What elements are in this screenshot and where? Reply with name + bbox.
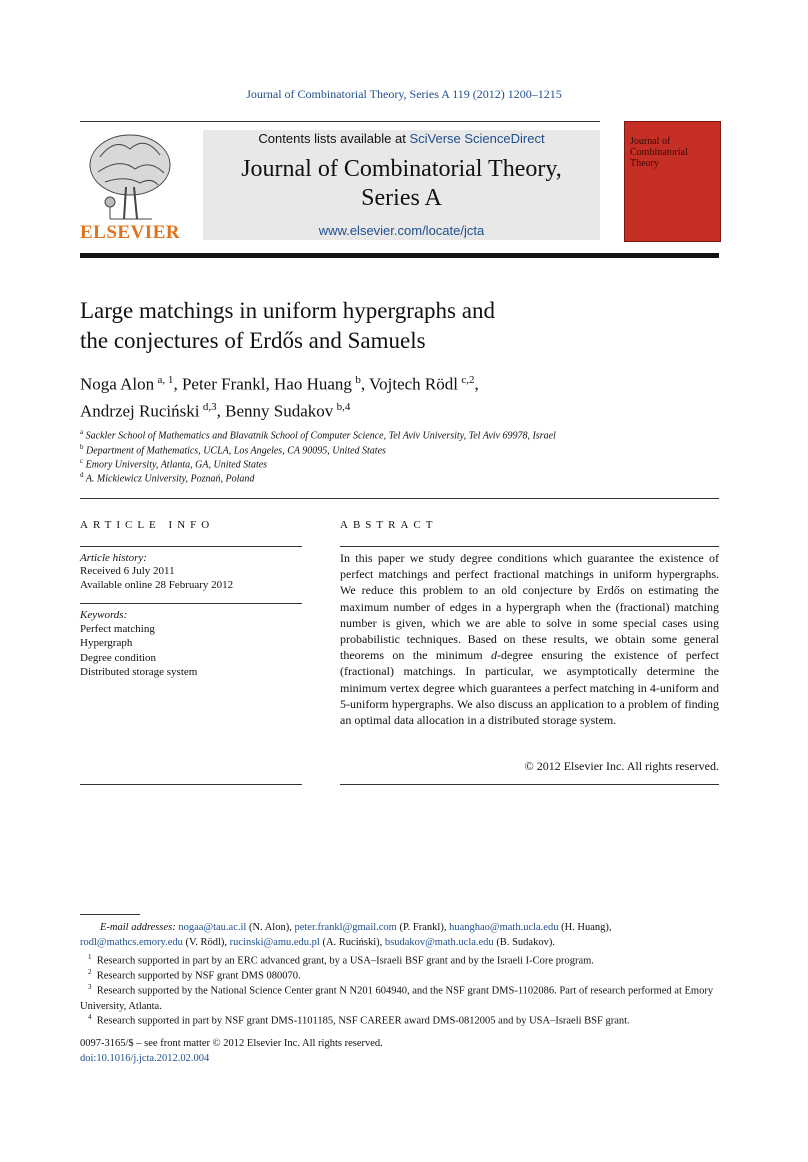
keyword: Hypergraph: [80, 637, 133, 649]
abstract-italic-d: d: [491, 648, 497, 663]
affiliation-c: [80, 457, 267, 470]
article-info-heading: ARTICLE INFO: [80, 519, 215, 531]
keywords-label: Keywords:: [80, 609, 128, 621]
header-top-rule: [80, 121, 600, 122]
email-footnote: [80, 920, 720, 950]
footnote-mark: 3: [88, 983, 92, 991]
affiliation-mark: b: [80, 443, 84, 451]
author-separator: ,: [360, 374, 370, 394]
footnote-4: [80, 1010, 720, 1029]
email-link[interactable]: rodl@mathcs.emory.edu: [80, 937, 183, 948]
author-separator: ,: [216, 401, 226, 421]
email-link[interactable]: nogaa@tau.ac.il: [178, 922, 247, 933]
email-owner: (V. Rödl),: [182, 937, 230, 948]
keyword: Degree condition: [80, 652, 157, 664]
contents-line: [203, 131, 600, 146]
front-matter-line: 0097-3165/$ – see front matter © 2012 Elsevier Inc. All rights reserved.: [80, 1038, 383, 1049]
affiliation-d: [80, 471, 254, 484]
abstract-heading: ABSTRACT: [340, 519, 438, 531]
email-link[interactable]: rucinski@amu.edu.pl: [229, 937, 320, 948]
journal-cover-thumbnail: [624, 121, 721, 242]
journal-reference[interactable]: Journal of Combinatorial Theory, Series A 119 (2012) 1200–1215: [246, 87, 562, 101]
affiliation-mark: a: [80, 428, 84, 436]
paper-title: [80, 296, 720, 356]
journal-title-line2: Series A: [361, 185, 442, 211]
author-affiliation-mark[interactable]: a, 1: [157, 374, 174, 386]
footnote-mark: 4: [88, 1013, 92, 1021]
abstract-rule: [340, 546, 719, 547]
affiliation-text: A. Mickiewicz University, Poznań, Poland: [85, 473, 255, 485]
author[interactable]: Hao Huang: [274, 374, 352, 394]
author[interactable]: Noga Alon: [80, 374, 155, 394]
received-date: Received 6 July 2011: [80, 565, 175, 577]
email-label: E-mail addresses:: [100, 922, 176, 933]
article-history-label: Article history:: [80, 552, 147, 564]
keyword: Perfect matching: [80, 623, 155, 635]
journal-url-link[interactable]: www.elsevier.com/locate/jcta: [318, 223, 485, 238]
email-owner: (N. Alon),: [246, 922, 295, 933]
author-affiliation-mark[interactable]: d,3: [202, 400, 217, 413]
contents-prefix: Contents lists available at: [258, 131, 410, 146]
abstract-bottom-rule: [340, 784, 719, 785]
email-link[interactable]: peter.frankl@gmail.com: [294, 922, 397, 933]
email-owner: (H. Huang),: [558, 922, 612, 933]
footnote-mark: 2: [88, 968, 92, 976]
paper-title-line2: the conjectures of Erdős and Samuels: [80, 328, 426, 353]
cover-text: [630, 136, 688, 169]
journal-title-line1: Journal of Combinatorial Theory,: [241, 156, 562, 182]
sciencedirect-link[interactable]: SciVerse ScienceDirect: [409, 131, 545, 146]
header-thick-rule: [80, 253, 719, 258]
email-link[interactable]: huanghao@math.ucla.edu: [449, 922, 559, 933]
email-owner: (P. Frankl),: [396, 922, 450, 933]
cover-text-line3: Theory: [630, 158, 659, 169]
author[interactable]: Peter Frankl: [181, 374, 266, 394]
author[interactable]: Andrzej Ruciński: [80, 401, 200, 421]
footnote-text: Research supported by NSF grant DMS 080070.: [96, 970, 301, 982]
affiliation-mark: c: [80, 457, 84, 465]
email-link[interactable]: bsudakov@math.ucla.edu: [384, 937, 494, 948]
email-owner: (B. Sudakov).: [493, 937, 555, 948]
journal-title: [203, 155, 600, 213]
abstract-part2: -degree ensuring the existence of perfect (fractional) matchings. In particular, we asymptotically determine the minimum vertex degree which guarantees a perfect matching in 4-uniform and 5-uniform hypergraphs. We also discuss an application to a problem of finding an optimal data allocation in a distributed storage system.: [340, 648, 719, 728]
paper-title-line1: Large matchings in uniform hypergraphs and: [80, 298, 495, 323]
doi-link[interactable]: doi:10.1016/j.jcta.2012.02.004: [80, 1053, 210, 1064]
affiliation-text: Department of Mathematics, UCLA, Los Angeles, CA 90095, United States: [86, 445, 386, 457]
footnote-mark: 1: [88, 953, 92, 961]
email-owner: (A. Ruciński),: [319, 937, 385, 948]
elsevier-wordmark: ELSEVIER: [80, 222, 181, 243]
footnote-text: Research supported by the National Science Center grant N N201 604940, and the NSF grant DMS-1102086. Part of research performed at Emory University, Atlanta.: [80, 985, 714, 1012]
tree-icon: [80, 127, 180, 222]
footnote-text: Research supported in part by NSF grant DMS-1101185, NSF CAREER award DMS-0812005 and by USA–Israeli BSF grant.: [96, 1015, 630, 1027]
abstract-part1: In this paper we study degree conditions which guarantee the existence of perfect matchings and perfect fractional matchings in uniform hypergraphs. We reduce this problem to an old conjecture by Erdős on estimating the maximum number of edges in a hypergraph when the (fractional) matching number is given, which we are able to solve in some special cases using probabilistic techniques. Based on these results, we obtain some general theorems on the minimum: [340, 551, 719, 663]
author[interactable]: Benny Sudakov: [225, 401, 334, 421]
section-rule: [80, 498, 719, 499]
cover-text-line2: Combinatorial: [630, 147, 688, 158]
affiliation-text: Emory University, Atlanta, GA, United States: [85, 459, 268, 471]
author-affiliation-mark[interactable]: b,4: [336, 400, 351, 413]
affiliation-mark: d: [80, 471, 84, 479]
article-info-rule: [80, 546, 302, 547]
author-separator: ,: [474, 374, 479, 394]
author-affiliation-mark[interactable]: c,2: [461, 374, 475, 386]
author-separator: ,: [265, 374, 275, 394]
cover-text-line1: Journal of: [630, 136, 671, 147]
author-separator: ,: [173, 374, 182, 394]
affiliation-b: [80, 443, 386, 456]
author[interactable]: Vojtech Rödl: [369, 374, 458, 394]
footnote-rule: [80, 914, 140, 915]
author-list: [80, 369, 720, 422]
affiliation-a: [80, 428, 556, 441]
available-date: Available online 28 February 2012: [80, 579, 234, 591]
abstract-copyright: © 2012 Elsevier Inc. All rights reserved.: [524, 759, 719, 773]
abstract-text: [340, 550, 719, 728]
article-info-bottom-rule: [80, 784, 302, 785]
keyword: Distributed storage system: [80, 666, 198, 678]
footnote-text: Research supported in part by an ERC advanced grant, by a USA–Israeli BSF grant and by the Israeli I-Core program.: [96, 955, 594, 967]
author-affiliation-mark[interactable]: b: [355, 374, 361, 386]
footnote-3: [80, 980, 720, 1014]
affiliation-text: Sackler School of Mathematics and Blavatnik School of Computer Science, Tel Aviv University, Tel Aviv 69978, Israel: [85, 430, 556, 442]
keywords-rule: [80, 603, 302, 604]
